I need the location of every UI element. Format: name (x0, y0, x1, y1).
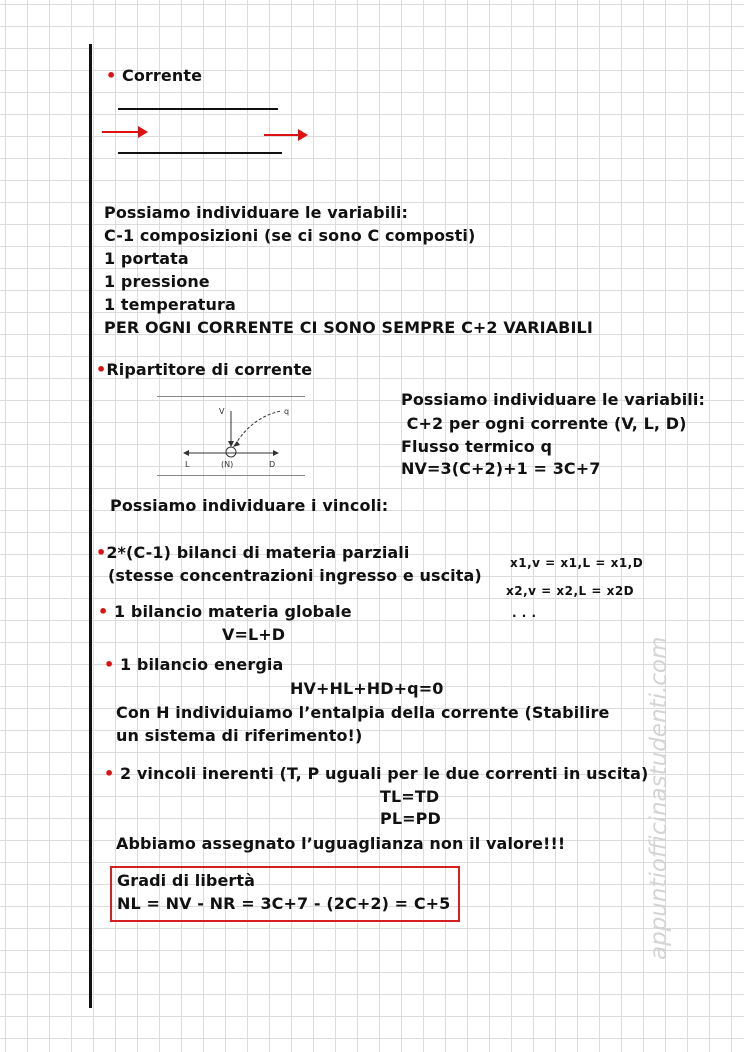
ripartitore-variabili-line: Possiamo individuare le variabili: (401, 390, 705, 409)
stream-arrow-in (102, 131, 146, 133)
variabili-line: 1 portata (104, 249, 189, 268)
globale-eq: V=L+D (222, 625, 286, 644)
inerenti-line2: Abbiamo assegnato l’uguaglianza non il valore!!! (116, 834, 566, 853)
variabili-line: Possiamo individuare le variabili: (104, 203, 408, 222)
ripartitore-variabili-line: NV=3(C+2)+1 = 3C+7 (401, 459, 601, 478)
ripartitore-title: Ripartitore di corrente (106, 360, 313, 379)
parziali-line1: 2*(C-1) bilanci di materia parziali (106, 543, 410, 562)
stream-line-top (118, 108, 278, 110)
energia-line3: un sistema di riferimento!) (116, 726, 363, 745)
margin-line (89, 44, 92, 1008)
bullet: • (96, 360, 107, 379)
x-equation-dots: . . . (512, 606, 537, 620)
variabili-line: C-1 composizioni (se ci sono C composti) (104, 226, 476, 245)
diagram-label-l: L (185, 460, 190, 469)
energia-eq: HV+HL+HD+q=0 (290, 679, 444, 698)
bullet: • (104, 655, 115, 674)
diagram-label-q: q (284, 407, 290, 416)
ripartitore-variabili-line: C+2 per ogni corrente (V, L, D) (401, 414, 687, 433)
x-equation: x1,v = x1,L = x1,D (510, 556, 644, 570)
ripartitore-variabili-line: Flusso termico q (401, 437, 553, 456)
bullet: • (98, 602, 109, 621)
ripartitore-heading (96, 360, 312, 379)
globale-line1: 1 bilancio materia globale (114, 602, 352, 621)
bullet: • (106, 66, 117, 85)
watermark: appuntiofficinastudenti.com (646, 636, 672, 960)
inerenti-eq1: TL=TD (380, 787, 440, 806)
gradi-line2: NL = NV - NR = 3C+7 - (2C+2) = C+5 (117, 894, 451, 913)
vincoli-parziali (96, 543, 409, 562)
corrente-heading (106, 66, 202, 85)
vincoli-title: Possiamo individuare i vincoli: (110, 496, 389, 515)
splitter-diagram (157, 396, 305, 476)
inerenti-line1: 2 vincoli inerenti (T, P uguali per le due correnti in uscita) (120, 764, 649, 783)
stream-arrow-out (264, 134, 306, 136)
energia-line1: 1 bilancio energia (120, 655, 284, 674)
energia-line2: Con H individuiamo l’entalpia della corrente (Stabilire (116, 703, 610, 722)
diagram-label-n: (N) (221, 460, 234, 469)
bullet: • (96, 543, 107, 562)
corrente-title: Corrente (122, 66, 203, 85)
gradi-line1: Gradi di libertà (117, 871, 256, 890)
stream-line-bottom (118, 152, 282, 154)
x-equation: x2,v = x2,L = x2D (506, 584, 635, 598)
variabili-line: 1 pressione (104, 272, 210, 291)
variabili-line: PER OGNI CORRENTE CI SONO SEMPRE C+2 VARIABILI (104, 318, 593, 337)
inerenti-eq2: PL=PD (380, 809, 441, 828)
diagram-label-v: V (219, 407, 225, 416)
vincoli-globale (98, 602, 352, 621)
parziali-line2: (stesse concentrazioni ingresso e uscita) (108, 566, 482, 585)
vincoli-inerenti (104, 764, 648, 783)
bullet: • (104, 764, 115, 783)
variabili-line: 1 temperatura (104, 295, 236, 314)
diagram-label-d: D (269, 460, 276, 469)
vincoli-energia (104, 655, 283, 674)
